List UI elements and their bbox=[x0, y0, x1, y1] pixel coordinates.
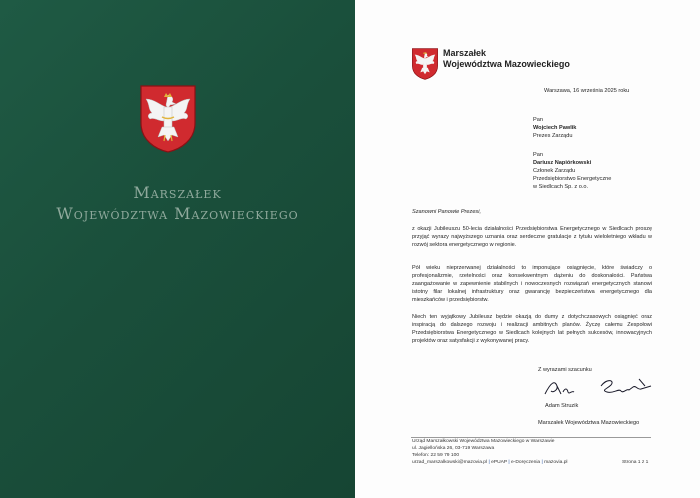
page-number: Strona 1 z 1 bbox=[622, 460, 649, 465]
footer-phone: Telefon: 22 59 79 100 bbox=[412, 453, 460, 458]
recipient1-salutation: Pan bbox=[533, 117, 543, 123]
signer-title: Marszałek Województwa Mazowieckiego bbox=[538, 420, 640, 426]
cover-title-line1: Marszałek bbox=[133, 183, 222, 202]
footer-edoreczenia[interactable]: e-Doręczenia bbox=[511, 460, 541, 465]
letter-paragraph-3: Niech ten wyjątkowy Jubileusz będzie okazją do dumy z dotychczasowych osiągnięć oraz inspiracją do dalszego rozwoju i realizacji ambitnych planów. Życzę całemu Zespołowi Przedsiębiorstwa Energetycznego w Siedlcach kolejnych lat pełnych sukcesów, innowacyjnych projektów oraz satysfakcji z wykonywanej pracy. bbox=[412, 314, 652, 344]
letterhead-line2: Województwa Mazowieckiego bbox=[443, 59, 570, 69]
letter-date: Warszawa, 16 września 2025 roku bbox=[544, 88, 630, 94]
recipient2-company1: Przedsiębiorstwo Energetyczne bbox=[533, 176, 612, 182]
mazovia-coat-of-arms-icon bbox=[411, 47, 439, 80]
footer-separator: | bbox=[541, 460, 543, 465]
recipient2-salutation: Pan bbox=[533, 152, 543, 158]
recipient2-company2: w Siedlcach Sp. z o.o. bbox=[533, 184, 589, 190]
letter-greeting: Szanowni Panowie Prezesi, bbox=[412, 209, 482, 215]
mazovia-coat-of-arms-icon bbox=[138, 83, 198, 153]
recipient1-name: Wojciech Pawlik bbox=[533, 125, 577, 131]
footer-email[interactable]: urzad_marszalkowski@mazovia.pl bbox=[412, 460, 488, 465]
footer-office: Urząd Marszałkowski Województwa Mazowieckiego w Warszawie bbox=[412, 439, 555, 444]
recipient2-role: Członek Zarządu bbox=[533, 168, 576, 174]
cover-title-line2: Województwa Mazowieckiego bbox=[56, 204, 299, 223]
recipient1-role: Prezes Zarządu bbox=[533, 133, 573, 139]
letter-paragraph-1: z okazji Jubileuszu 50-lecia działalności Przedsiębiorstwa Energetycznego w Siedlcach proszę przyjąć wyrazy najwyższego uznania oraz serdeczne gratulacje z tytułu wieloletniego wkładu w rozwój sektora energetycznego w regionie. bbox=[412, 226, 652, 248]
footer-contacts bbox=[412, 460, 568, 467]
footer-divider bbox=[411, 437, 651, 438]
footer-separator: | bbox=[488, 460, 490, 465]
letter-page bbox=[355, 0, 700, 498]
letter-paragraph-2: Pół wieku nieprzerwanej działalności to imponujące osiągnięcie, które świadczy o profesjonalizmie, rzetelności oraz konsekwentnym dążeniu do doskonałości. Państwa zaangażowanie w zapewnienie stabilnych i nowoczesnych rozwiązań energetycznych stanowi istotny filar lokalnej infrastruktury oraz gwarancję bezpieczeństwa energetycznego dla mieszkańców i przedsiębiorstw. bbox=[412, 265, 652, 303]
footer-epuap[interactable]: ePUAP bbox=[491, 460, 508, 465]
footer-separator: | bbox=[508, 460, 510, 465]
footer-address: ul. Jagiellońska 26, 03-719 Warszawa bbox=[412, 446, 495, 451]
signer-name: Adam Struzik bbox=[545, 403, 579, 409]
recipient2-name: Dariusz Napiórkowski bbox=[533, 160, 592, 166]
letterhead-line1: Marszałek bbox=[443, 48, 487, 58]
signature-image bbox=[541, 374, 661, 400]
letter-closing: Z wyrazami szacunku bbox=[538, 367, 592, 373]
footer-website[interactable]: mazovia.pl bbox=[544, 460, 568, 465]
